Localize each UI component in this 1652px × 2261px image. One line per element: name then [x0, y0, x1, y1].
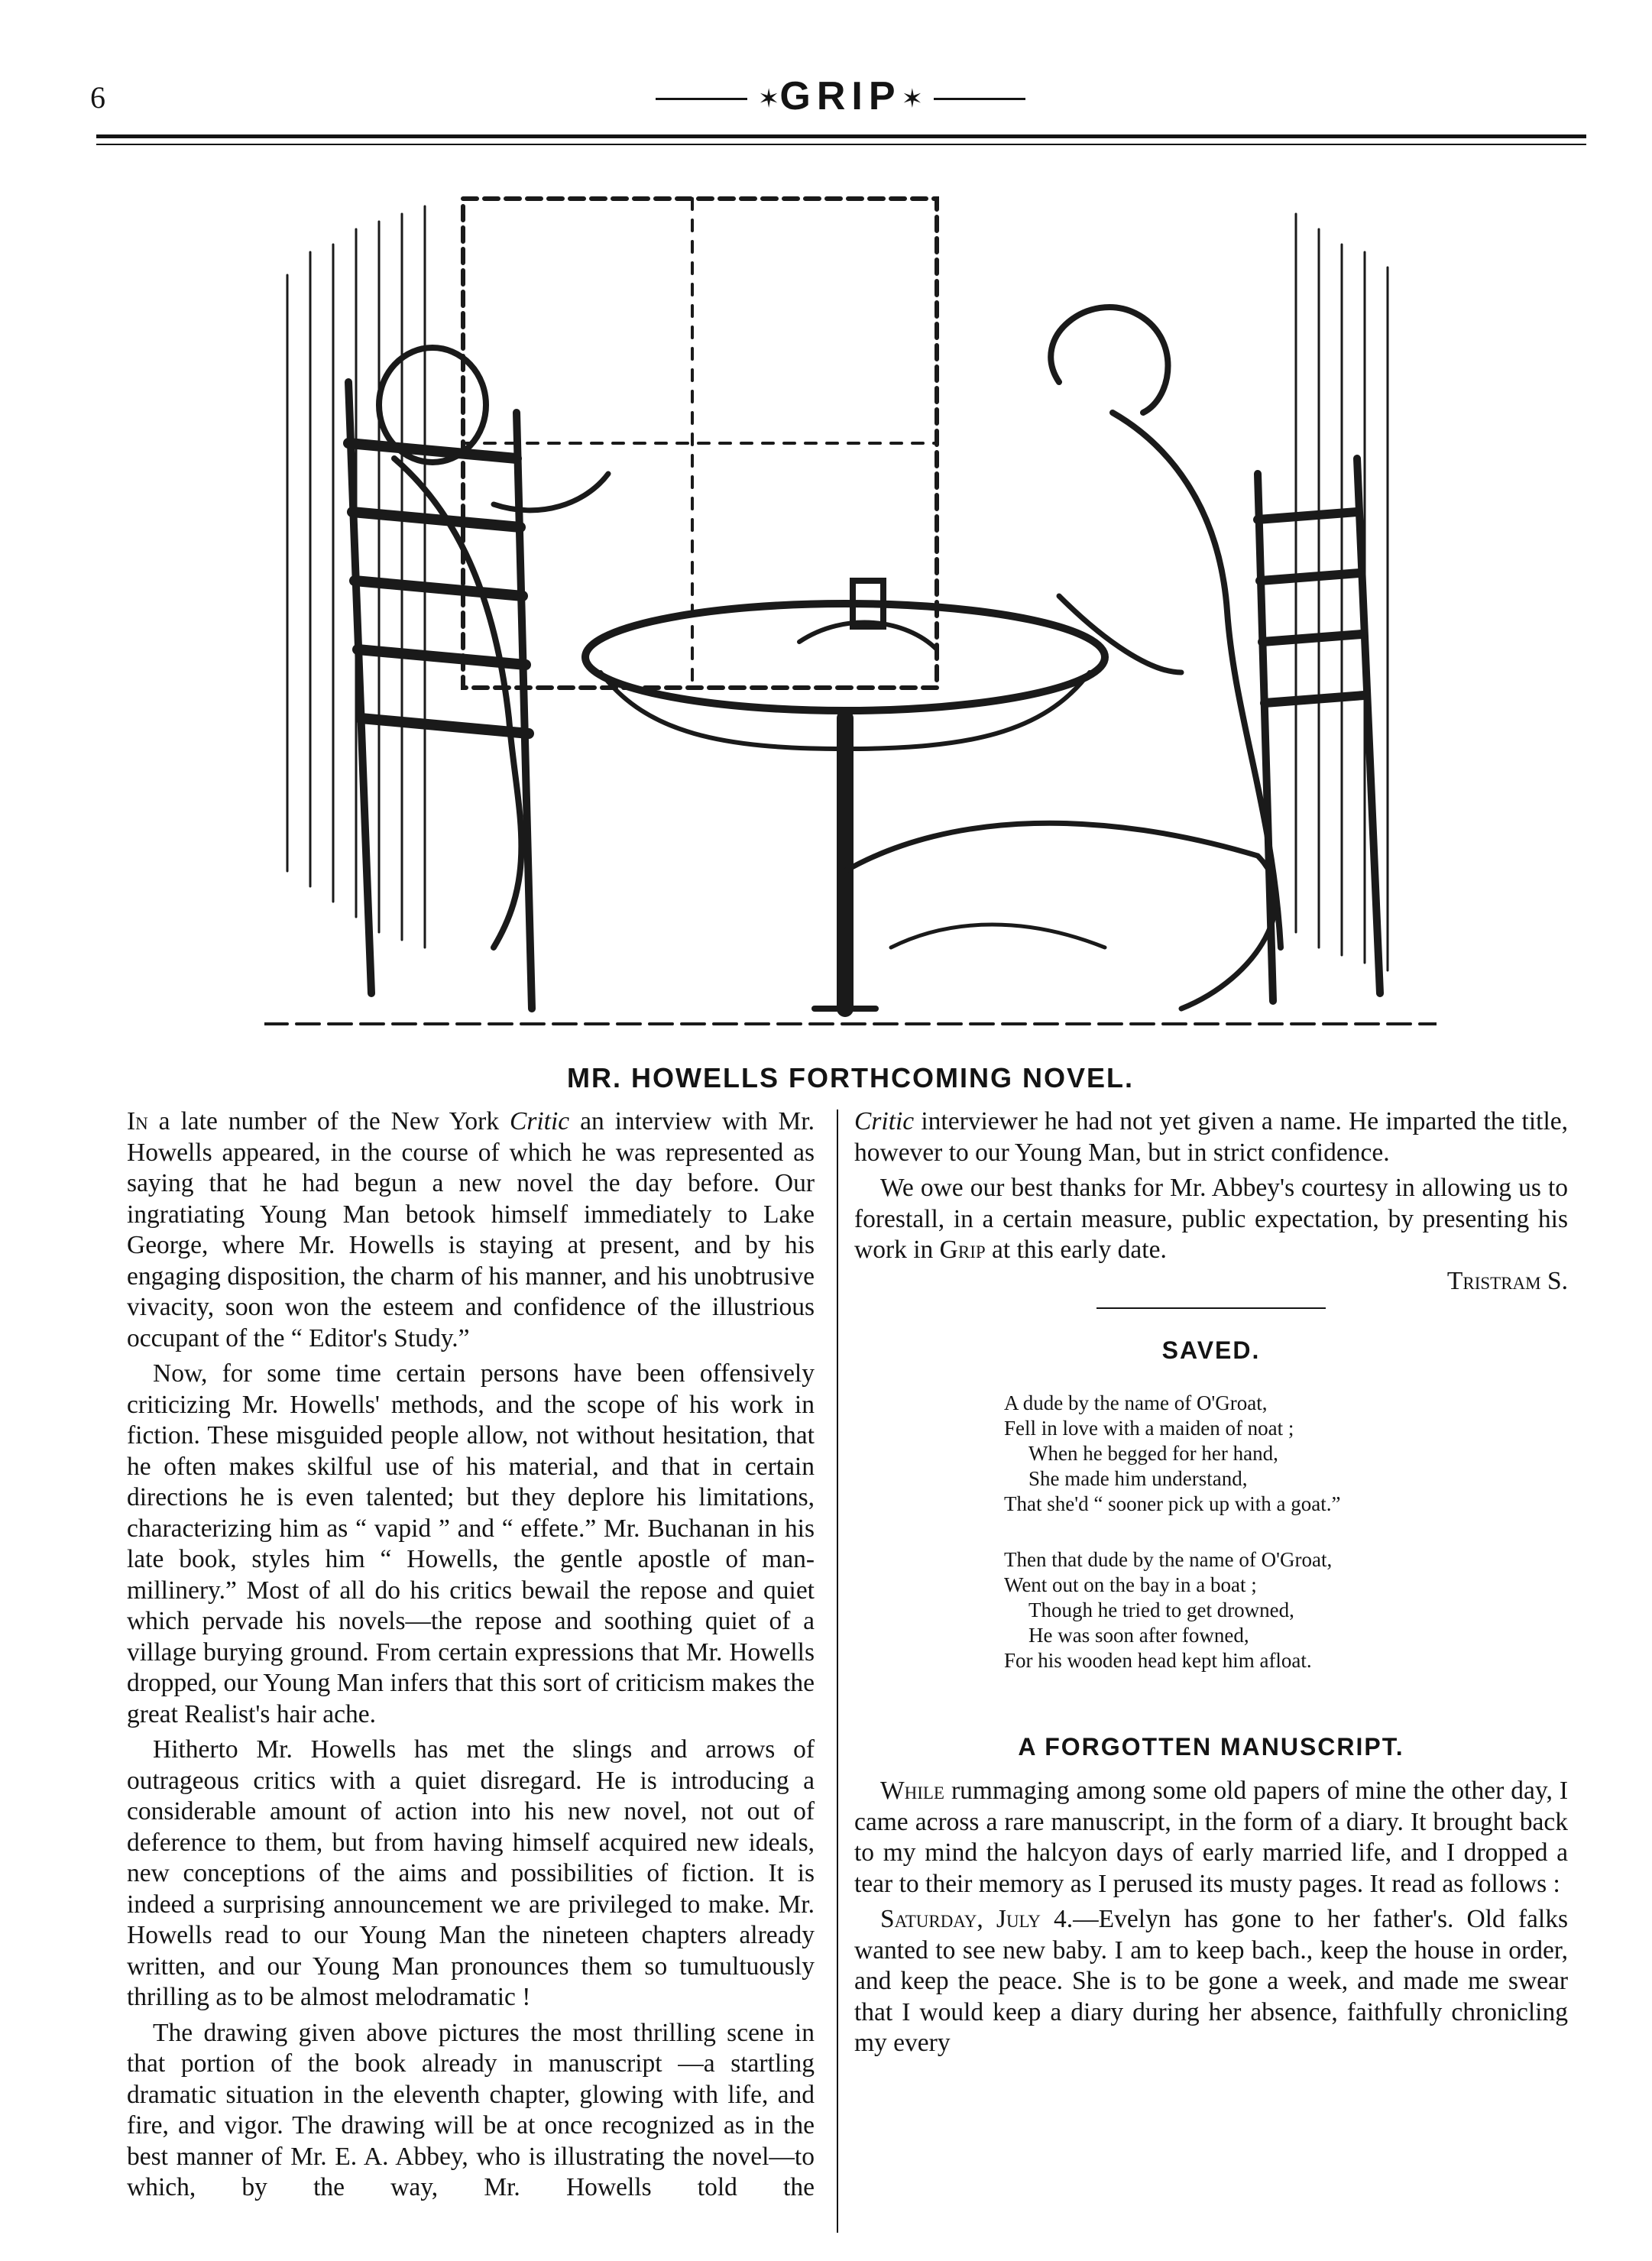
publication-name: Critic — [854, 1107, 915, 1135]
drop-initial: In — [127, 1107, 148, 1135]
header-rule-thick — [96, 134, 1586, 138]
manuscript-paragraph-2: Saturday, July 4.—Evelyn has gone to her father's. Old falks wanted to see new baby. I am to keep bach., keep the house in order, and keep the peace. She is to be gone a week, and made me swear that I would keep a diary during her absence, faithfully chronicling my every — [854, 1905, 1568, 2057]
signature: Tristram S. — [1446, 1266, 1568, 1295]
lead-in: While — [880, 1777, 944, 1805]
poem-stanza-1 — [1004, 1391, 1568, 1517]
publication-name: Grip — [939, 1236, 986, 1264]
star-icon: ✶ — [901, 84, 924, 114]
column-divider — [837, 1109, 838, 2233]
poem-line: When he begged for her hand, — [1028, 1441, 1278, 1465]
poem-line: Fell in love with a maiden of noat ; — [1004, 1416, 1294, 1440]
masthead-rule-left — [656, 98, 747, 100]
page-number: 6 — [90, 80, 105, 115]
article-right-column — [854, 1106, 1568, 2059]
poem-line: That she'd “ sooner pick up with a goat.” — [1004, 1492, 1341, 1515]
publication-name: Critic — [509, 1107, 570, 1135]
poem-line: He was soon after fowned, — [1028, 1623, 1249, 1647]
article-paragraph-4-continued: Critic interviewer he had not yet given a name. He imparted the title, however to our Young Man, but in strict confidence. — [854, 1107, 1568, 1167]
header-rule-thin — [96, 144, 1586, 145]
poem-line: For his wooden head kept him afloat. — [1004, 1648, 1312, 1672]
article-paragraph-3: Hitherto Mr. Howells has met the slings and arrows of outrageous critics with a quiet disregard. He is introducing a considerable amount of action into his new novel, not out of deference to them, but from having himself acquired new ideals, new conceptions of the aims and possibilities of fiction. It is indeed a surprising announcement we are privileged to make. Mr. Howells read to our Young Man the nineteen chapters already written, and our Young Man pronounces them so tumultuously thrilling as to be almost melodramatic ! — [127, 1735, 815, 2011]
section-separator — [1096, 1307, 1326, 1309]
article-paragraph-4: The drawing given above pictures the most thrilling scene in that portion of the book already in manuscript —a startling dramatic situation in the eleventh chapter, glowing with life, and fire, and vigor. The drawing will be at once recognized as in the best manner of Mr. E. A. Abbey, who is illustrating the novel—to which, by the way, Mr. Howells told the — [127, 2018, 815, 2201]
poem-title: SAVED. — [1161, 1336, 1261, 1364]
poem-line: A dude by the name of O'Groat, — [1004, 1391, 1268, 1414]
engraving-illustration — [264, 183, 1437, 1051]
article-paragraph-1: In a late number of the New York Critic an interview with Mr. Howells appeared, in the course of which he was represented as saying that he had begun a new novel the day before. Our ingratiating Young Man betook himself immediately to Lake George, where Mr. Howells is staying at present, and by his engaging disposition, the charm of his manner, and his unobtrusive vivacity, soon won the esteem and confidence of the illustrious occupant of the “ Editor's Study.” — [127, 1107, 815, 1352]
diary-date: Saturday, July 4. — [880, 1905, 1074, 1933]
poem-line: She made him understand, — [1028, 1466, 1248, 1490]
poem — [1004, 1391, 1568, 1673]
manuscript-paragraph-1: While rummaging among some old papers of mine the other day, I came across a rare manuscript, in the form of a diary. It brought back to my mind the halcyon days of early married life, and I dropped a tear to their memory as I perused its musty pages. It read as follows : — [854, 1777, 1568, 1898]
masthead-title: GRIP — [779, 74, 902, 118]
poem-line: Though he tried to get drowned, — [1028, 1598, 1294, 1621]
star-icon: ✶ — [757, 84, 780, 114]
poem-line: Then that dude by the name of O'Groat, — [1004, 1547, 1333, 1571]
article-left-column — [127, 1106, 815, 2204]
article-paragraph-2: Now, for some time certain persons have been offensively criticizing Mr. Howells' methods, and the scope of his work in fiction. These misguided people allow, not without hesitation, that he often makes skilful use of his material, and that in certain directions he is even talented; but they deplore his limitations, characterizing him as “ vapid ” and “ effete.” Mr. Buchanan in his late book, styles him “ Howells, the gentle apostle of man-millinery.” Most of all do his critics bewail the repose and quiet which pervade his novels—the repose and soothing quiet of a village burying ground. From certain expressions that Mr. Howells dropped, our Young Man infers that this sort of criticism makes the great Realist's hair ache. — [127, 1359, 815, 1728]
section-heading: A FORGOTTEN MANUSCRIPT. — [1018, 1732, 1404, 1761]
masthead — [611, 73, 1070, 119]
article-paragraph-5: We owe our best thanks for Mr. Abbey's courtesy in allowing us to forestall, in a certain measure, public expectation, by presenting his work in Grip at this early date. — [854, 1174, 1568, 1264]
poem-stanza-2 — [1004, 1547, 1568, 1673]
illustration-caption: MR. HOWELLS FORTHCOMING NOVEL. — [567, 1062, 1134, 1093]
masthead-rule-right — [934, 98, 1025, 100]
poem-line: Went out on the bay in a boat ; — [1004, 1573, 1257, 1596]
